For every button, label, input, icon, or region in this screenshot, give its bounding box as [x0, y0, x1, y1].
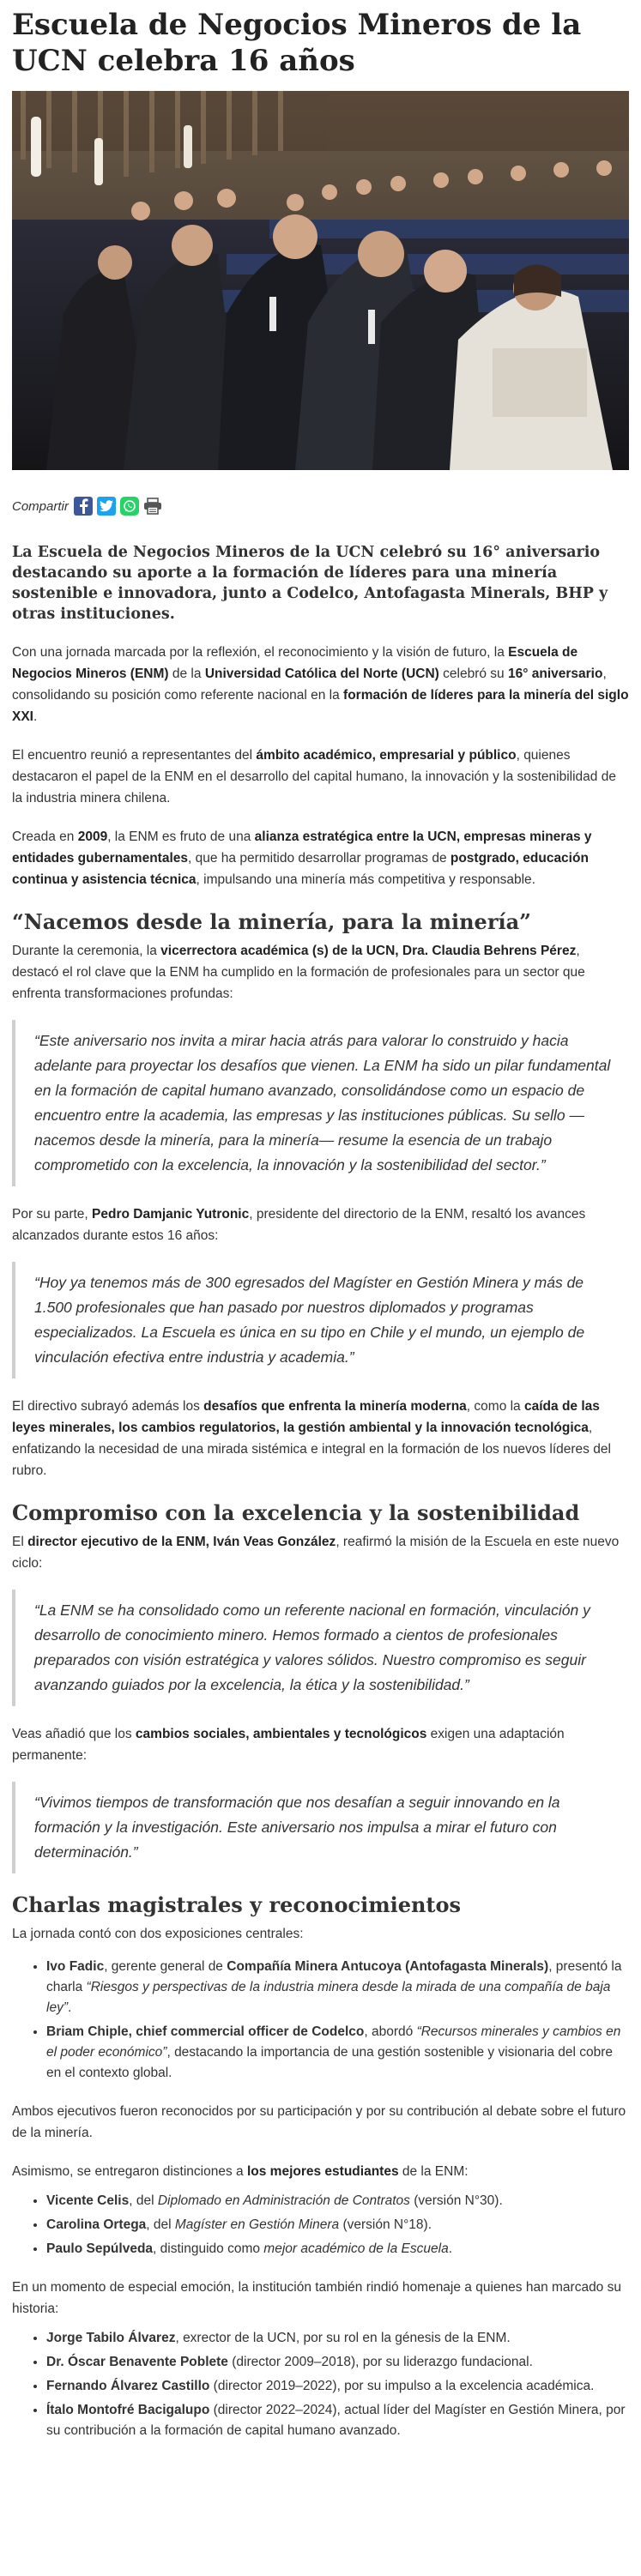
paragraph: Con una jornada marcada por la reflexión, el reconocimiento y la visión de futuro, la Escuela de Negocios Mineros (ENM) de la Universidad Católica del Norte (UCN) celebró su 16° aniversario, consolidando su posición como referente nacional en la formación de líderes para la minería del siglo XXI.: [12, 645, 629, 724]
section-heading: “Nacemos desde la minería, para la minería”: [12, 909, 531, 934]
paragraph: Veas añadió que los cambios sociales, ambientales y tecnológicos exigen una adaptación permanente:: [12, 1727, 565, 1763]
list-item: • Vicente Celis, del Diplomado en Administración de Contratos (versión N°30).: [46, 2191, 629, 2211]
list-item: • Paulo Sepúlveda, distinguido como mejor académico de la Escuela.: [46, 2239, 629, 2259]
quote: “Hoy ya tenemos más de 300 egresados del Magíster en Gestión Minera y más de 1.500 profesionales que han pasado por nuestros diplomados y programas especializados. La Escuela es única en su tipo en Chile y el mundo, un ejemplo de vinculación efectiva entre industria y academia.”: [12, 1262, 629, 1378]
print-icon[interactable]: [143, 497, 162, 516]
paragraph: Asimismo, se entregaron distinciones a los mejores estudiantes de la ENM:: [12, 2164, 469, 2179]
paragraph: Ambos ejecutivos fueron reconocidos por su participación y por su contribución al debate sobre el futuro de la minería.: [12, 2104, 626, 2140]
paragraph: El encuentro reunió a representantes del ámbito académico, empresarial y público, quienes destacaron el papel de la ENM en el desarrollo del capital humano, la innovación y la sostenibilidad de la industria minera chilena.: [12, 748, 616, 805]
paragraph: El directivo subrayó además los desafíos que enfrenta la minería moderna, como la caída de las leyes minerales, los cambios regulatorios, la gestión ambiental y la innovación tecnológica, enfatizando la necesidad de una mirada sistémica e integral en la formación de los nuevos líderes del rubro.: [12, 1399, 611, 1478]
list-item: • Ivo Fadic, gerente general de Compañía Minera Antucoya (Antofagasta Minerals), presentó la charla “Riesgos y perspectivas de la industria minera desde la mirada de una compañía de baja ley”.: [46, 1957, 629, 2018]
paragraph: Por su parte, Pedro Damjanic Yutronic, presidente del directorio de la ENM, resaltó los avances alcanzados durante estos 16 años:: [12, 1207, 586, 1243]
article-lead: La Escuela de Negocios Mineros de la UCN celebró su 16° aniversario destacando su aporte a la formación de líderes para una minería sostenible e innovadora, junto a Codelco, Antofagasta Minerals, BHP y otras instituciones.: [12, 544, 608, 623]
article-title: Escuela de Negocios Mineros de la UCN celebra 16 años: [12, 8, 582, 78]
list-item: • Fernando Álvarez Castillo (director 2019–2022), por su impulso a la excelencia académica.: [46, 2376, 629, 2397]
talks-list: [12, 1957, 629, 2084]
section-heading: Compromiso con la excelencia y la sostenibilidad: [12, 1500, 580, 1525]
section-heading: Charlas magistrales y reconocimientos: [12, 1892, 462, 1917]
quote: “Este aniversario nos invita a mirar hacia atrás para valorar lo construido y hacia adelante para proyectar los desafíos que vienen. La ENM ha sido un pilar fundamental en la formación de capital humano avanzado, consolidándose como un espacio de encuentro entre la academia, las empresas y las instituciones públicas. Su sello —nacemos desde la minería, para la minería— resume la esencia de un trabajo comprometido con la excelencia, la innovación y la sostenibilidad del sector.”: [12, 1020, 629, 1186]
quote: “Vivimos tiempos de transformación que nos desafían a seguir innovando en la formación y la investigación. Este aniversario nos impulsa a mirar el futuro con determinación.”: [12, 1782, 629, 1873]
whatsapp-icon[interactable]: [120, 497, 139, 516]
list-item: • Carolina Ortega, del Magíster en Gestión Minera (versión N°18).: [46, 2215, 629, 2235]
hero-image: [12, 91, 629, 470]
list-item: • Briam Chiple, chief commercial officer de Codelco, abordó “Recursos minerales y cambios en el poder económico”, destacando la importancia de una gestión sostenible y visionaria del cobre en el contexto global.: [46, 2022, 629, 2084]
students-list: [12, 2191, 629, 2259]
twitter-icon[interactable]: [97, 497, 116, 516]
paragraph: Creada en 2009, la ENM es fruto de una alianza estratégica entre la UCN, empresas mineras y entidades gubernamentales, que ha permitido desarrollar programas de postgrado, educación continua y asistencia técnica, impulsando una minería más competitiva y responsable.: [12, 830, 592, 887]
paragraph: El director ejecutivo de la ENM, Iván Veas González, reafirmó la misión de la Escuela en este nuevo ciclo:: [12, 1535, 620, 1571]
share-bar: [12, 496, 629, 516]
honorees-list: [12, 2328, 629, 2441]
list-item: • Jorge Tabilo Álvarez, exrector de la UCN, por su rol en la génesis de la ENM.: [46, 2328, 629, 2349]
paragraph: La jornada contó con dos exposiciones centrales:: [12, 1927, 304, 1941]
list-item: • Ítalo Montofré Bacigalupo (director 2022–2024), actual líder del Magíster en Gestión Minera, por su contribución a la formación de capital humano avanzado.: [46, 2400, 629, 2441]
list-item: • Dr. Óscar Benavente Poblete (director 2009–2018), por su liderazgo fundacional.: [46, 2352, 629, 2373]
paragraph: En un momento de especial emoción, la institución también rindió homenaje a quienes han marcado su historia:: [12, 2280, 621, 2316]
share-label: Compartir: [12, 498, 69, 514]
quote: “La ENM se ha consolidado como un referente nacional en formación, vinculación y desarrollo de conocimiento minero. Hemos formado a cientos de profesionales preparados con visión estratégica y valores sólidos. Nuestro compromiso es seguir avanzando guiados por la excelencia, la ética y la sostenibilidad.”: [12, 1590, 629, 1706]
paragraph: Durante la ceremonia, la vicerrectora académica (s) de la UCN, Dra. Claudia Behrens Pérez, destacó el rol clave que la ENM ha cumplido en la formación de profesionales para un sector que enfrenta transformaciones profundas:: [12, 944, 585, 1001]
facebook-icon[interactable]: [74, 497, 93, 516]
